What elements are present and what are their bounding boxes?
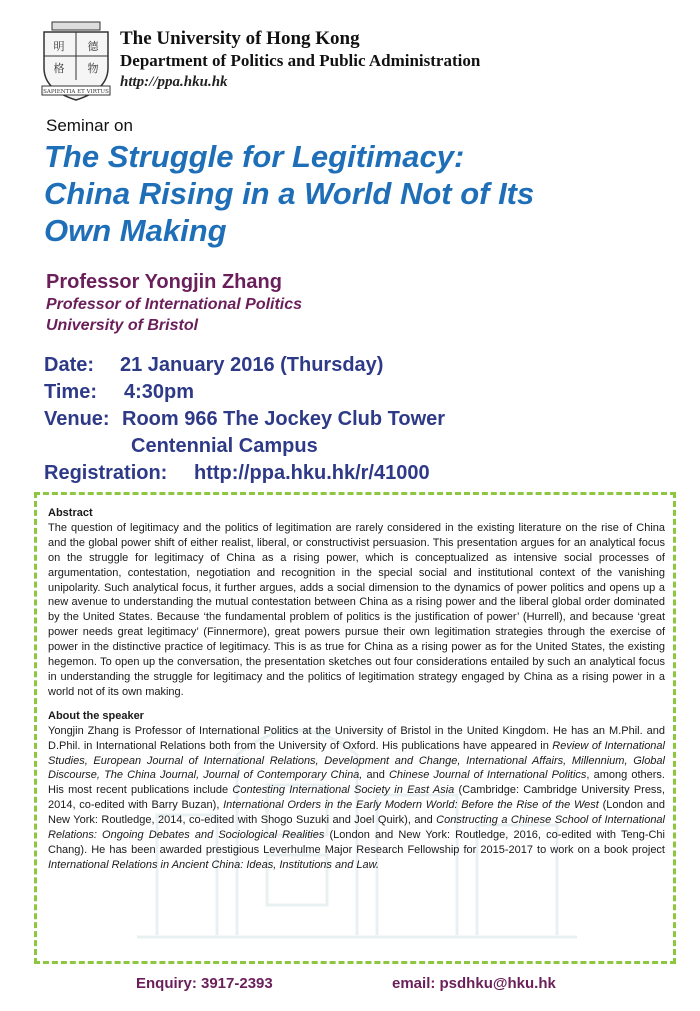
venue-row (44, 406, 445, 433)
event-details (44, 352, 445, 487)
university-crest-icon (38, 20, 114, 102)
abstract-text: The question of legitimacy and the politics of legitimation are rarely considered in the existing literature on the rise of China and the global power shift of either realist, liberal, or constructivist persuasion. This presentation argues for an analytical focus on the struggle for legitimacy of China as a rising power, which is conceptualized as intensive social processes of argumentation, contestation, negotiation and recognition in the special social and institutional context of the vanishing unipolarity. Such analytical focus, it further argues, adds a social dimension to the dynamics of power politics and opens up a new avenue to understanding the mutual contestation between China as a rising power and the liberal global order dominated by the United States. Because ‘the fundamental problem of politics is the justification of power’ (Hurrell), and because ‘great power needs great legitimacy’ (Finnermore), great powers pursue their own legitimation strategies through the exercise of power in the distinctive practice of legitimacy. This is as true for China as a rising power as for the United States, the existing hegemon. To open up the conversation, the presentation sketches out four considerations entailed by such an analytical focus in understanding the struggle for legitimacy and the politics of legitimation strategy engaged by China as a rising power in a world not of its own making. (48, 521, 665, 698)
svg-text:明: 明 (53, 40, 65, 53)
university-header (120, 28, 480, 92)
book-3: Constructing a Chinese School of International Relations: Ongoing Debates and Sociological Realities (48, 814, 665, 842)
enquiry-email[interactable]: email: psdhku@hku.hk (392, 975, 556, 992)
registration-row (44, 460, 445, 487)
abstract-box (34, 492, 676, 964)
title-line-2: China Rising in a World Not of Its (44, 176, 535, 211)
svg-text:SAPIENTIA ET VIRTUS: SAPIENTIA ET VIRTUS (43, 89, 109, 95)
speaker-block (46, 270, 302, 336)
time-value: 4:30pm (124, 381, 195, 403)
book-1: Contesting International Society in East Asia (232, 784, 455, 797)
svg-text:德: 德 (87, 40, 99, 53)
speaker-institution: University of Bristol (46, 317, 199, 334)
seminar-title (44, 138, 684, 249)
venue-line-2: Centennial Campus (131, 435, 318, 457)
time-row (44, 379, 445, 406)
date-row (44, 352, 445, 379)
title-line-1: The Struggle for Legitimacy: (44, 139, 465, 174)
journal-last: Chinese Journal of International Politics (388, 769, 587, 782)
book-4: International Relations in Ancient China: Ideas, Institutions and Law. (48, 858, 380, 871)
svg-text:格: 格 (53, 62, 65, 75)
venue-line-1: Room 966 The Jockey Club Tower (122, 408, 446, 430)
speaker-name: Professor Yongjin Zhang (46, 271, 282, 293)
seminar-label: Seminar on (46, 116, 133, 135)
time-label: Time: (44, 381, 97, 403)
venue-row-2 (44, 433, 445, 460)
date-value: 21 January 2016 (Thursday) (120, 354, 384, 376)
department-name: Department of Politics and Public Administration (120, 51, 481, 70)
speaker-position: Professor of International Politics (46, 296, 303, 313)
book-2: International Orders in the Early Modern World: Before the Rise of the West (223, 799, 599, 812)
abstract-heading: Abstract (48, 507, 93, 519)
about-text: Yongjin Zhang is Professor of International Politics at the University of Bristol in the United Kingdom. He has an M.Phil. and D.Phil. in International Relations both from the University of Oxford. His publications have appeared in Review of International Studies, European Journal of International Relations, Development and Change, International Affairs, Millennium, Global Discourse, The China Journal, Journal of Contemporary China, and Chinese Journal of International Politics, among others. His most recent publications include Contesting International Society in East Asia (Cambridge: Cambridge University Press, 2014, co-edited with Barry Buzan), International Orders in the Early Modern World: Before the Rise of the West (London and New York: Routledge, 2014, co-edited with Shogo Suzuki and Joel Quirk), and Constructing a Chinese School of International Relations: Ongoing Debates and Sociological Realities (London and New York: Routledge, 2016, co-edited with Teng-Chi Chang). He has been awarded prestigious Leverhulme Major Research Fellowship for 2015-2017 to work on a book project International Relations in Ancient China: Ideas, Institutions and Law. (48, 724, 666, 871)
venue-label: Venue: (44, 408, 110, 430)
registration-label: Registration: (44, 462, 168, 484)
registration-link[interactable]: http://ppa.hku.hk/r/41000 (194, 462, 430, 484)
enquiry-phone: Enquiry: 3917-2393 (136, 975, 273, 992)
date-label: Date: (44, 354, 95, 376)
university-name: The University of Hong Kong (120, 28, 360, 49)
svg-text:物: 物 (87, 62, 99, 75)
department-url[interactable]: http://ppa.hku.hk (120, 74, 228, 90)
about-heading: About the speaker (48, 709, 144, 722)
journals-list: Review of International Studies, European Journal of International Relations, Development and Change, International Affairs, Millennium, Global Discourse, The China Journal, Journal of Contemporary China, (48, 739, 665, 782)
abstract-content (48, 506, 665, 873)
title-line-3: Own Making (44, 213, 227, 248)
